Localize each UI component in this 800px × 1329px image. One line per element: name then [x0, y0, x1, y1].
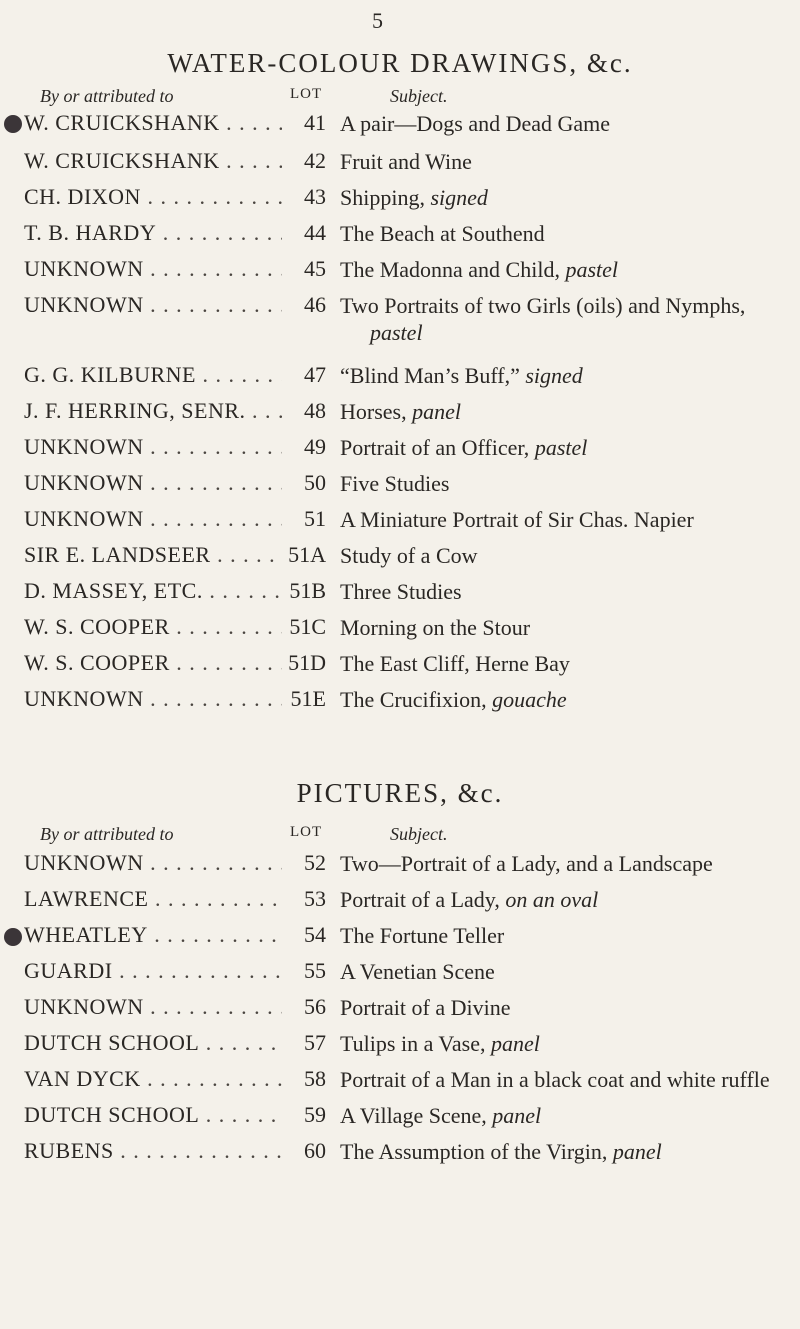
- subject-text: A pair—Dogs and Dead Game: [340, 111, 611, 136]
- subject-medium-note: on an oval: [505, 887, 599, 912]
- lot-row: [0, 886, 800, 920]
- subject-text: Three Studies: [340, 579, 462, 604]
- lot-number: 46: [304, 292, 326, 317]
- subject-medium-note: panel: [612, 1139, 662, 1164]
- lot-number: 42: [304, 148, 326, 173]
- lot-row: [0, 542, 800, 576]
- lot-subject: [340, 958, 790, 985]
- artist-name: SIR E. LANDSEER . . .: [24, 542, 282, 568]
- section-title-pictures: PICTURES, &c.: [296, 778, 504, 808]
- artist-name: UNKNOWN . . .: [24, 470, 282, 496]
- artist-name: W. CRUICKSHANK . . .: [24, 148, 282, 174]
- lot-row: [0, 958, 800, 992]
- header-subject: Subject.: [390, 824, 448, 844]
- lot-number: 58: [304, 1066, 326, 1091]
- subject-text: Horses,: [340, 399, 413, 424]
- subject-text: Portrait of an Officer,: [340, 435, 535, 460]
- artist-name: UNKNOWN . . .: [24, 434, 282, 460]
- lot-row: [0, 686, 800, 720]
- lot-row: [0, 922, 800, 956]
- artist-name: CH. DIXON . . .: [24, 184, 282, 210]
- artist-name: UNKNOWN . . .: [24, 850, 282, 876]
- lot-subject: [340, 1102, 790, 1129]
- lot-subject: [340, 362, 790, 389]
- lot-subject: [340, 470, 790, 497]
- lot-number: 51B: [289, 578, 326, 603]
- lot-number: 47: [304, 362, 326, 387]
- lot-number: 48: [304, 398, 326, 423]
- lot-row: [0, 220, 800, 254]
- artist-name: UNKNOWN . . .: [24, 994, 282, 1020]
- subject-text: Portrait of a Lady,: [340, 887, 506, 912]
- artist-name: W. S. COOPER . . .: [24, 614, 282, 640]
- lot-number: 50: [304, 470, 326, 495]
- subject-medium-note: pastel: [534, 435, 588, 460]
- lot-subject: [340, 614, 790, 641]
- lot-subject: [340, 1066, 790, 1093]
- lot-subject: [340, 994, 790, 1021]
- subject-medium-note: panel: [492, 1103, 542, 1128]
- lot-number: 60: [304, 1138, 326, 1163]
- header-lot: LOT: [290, 86, 323, 102]
- lot-number: 51C: [289, 614, 326, 639]
- subject-text: Two Portraits of two Girls (oils) and Nymphs,: [340, 293, 746, 318]
- lot-subject: [340, 506, 790, 533]
- lot-subject: [340, 1030, 790, 1057]
- lot-row: [0, 614, 800, 648]
- lot-subject: [340, 922, 790, 949]
- artist-name: J. F. HERRING, SENR. . . .: [24, 398, 282, 424]
- subject-text: The Fortune Teller: [340, 923, 505, 948]
- subject-text: Portrait of a Man in a black coat and white ruffle: [340, 1067, 770, 1092]
- lot-subject: [340, 256, 790, 283]
- artist-name: UNKNOWN . . .: [24, 506, 282, 532]
- header-artist: By or attributed to: [40, 824, 174, 844]
- artist-name: UNKNOWN . . .: [24, 686, 282, 712]
- lot-row: [0, 292, 800, 345]
- artist-name: G. G. KILBURNE . . .: [24, 362, 282, 388]
- lot-subject: [340, 850, 790, 877]
- subject-text: A Miniature Portrait of Sir Chas. Napier: [340, 507, 694, 532]
- lot-subject: [340, 1138, 790, 1165]
- lot-row: [0, 994, 800, 1028]
- lot-subject: [340, 686, 790, 713]
- artist-name: W. S. COOPER . . .: [24, 650, 282, 676]
- lot-number: 45: [304, 256, 326, 281]
- lot-row: [0, 148, 800, 182]
- subject-text: A Venetian Scene: [340, 959, 495, 984]
- subject-text: Morning on the Stour: [340, 615, 531, 640]
- lot-row: [0, 1030, 800, 1064]
- artist-name: D. MASSEY, ETC. . . .: [24, 578, 282, 604]
- subject-text: Tulips in a Vase,: [340, 1031, 491, 1056]
- artist-name: LAWRENCE . . .: [24, 886, 282, 912]
- lot-subject: [340, 886, 790, 913]
- header-subject: Subject.: [390, 86, 448, 106]
- subject-text: “Blind Man’s Buff,”: [340, 363, 526, 388]
- lot-subject: [340, 292, 790, 346]
- artist-name: WHEATLEY . . .: [24, 922, 282, 948]
- subject-text: Fruit and Wine: [340, 149, 472, 174]
- lot-number: 52: [304, 850, 326, 875]
- header-artist: By or attributed to: [40, 86, 174, 106]
- lot-subject: [340, 184, 790, 211]
- lot-number: 51D: [288, 650, 326, 675]
- artist-name: W. CRUICKSHANK . . .: [24, 110, 282, 136]
- lot-row: [0, 578, 800, 612]
- subject-text: Two—Portrait of a Lady, and a Landscape: [340, 851, 713, 876]
- lot-subject: [340, 578, 790, 605]
- subject-text: Five Studies: [340, 471, 450, 496]
- subject-text: The Assumption of the Virgin,: [340, 1139, 613, 1164]
- lot-subject: [340, 110, 790, 137]
- lot-row: [0, 1102, 800, 1136]
- lot-subject: [340, 542, 790, 569]
- lot-number: 53: [304, 886, 326, 911]
- lot-subject: [340, 434, 790, 461]
- subject-text: The East Cliff, Herne Bay: [340, 651, 570, 676]
- lot-number: 41: [304, 110, 326, 135]
- artist-name: UNKNOWN . . .: [24, 256, 282, 282]
- lot-row: [0, 470, 800, 504]
- artist-name: VAN DYCK . . .: [24, 1066, 282, 1092]
- lot-number: 59: [304, 1102, 326, 1127]
- lot-row: [0, 398, 800, 432]
- subject-medium-note: signed: [430, 185, 488, 210]
- subject-medium-note: panel: [412, 399, 461, 424]
- lot-row: [0, 506, 800, 540]
- subject-text: Study of a Cow: [340, 543, 478, 568]
- section-title-watercolours: WATER-COLOUR DRAWINGS, &c.: [167, 48, 633, 78]
- lot-subject: [340, 650, 790, 677]
- subject-medium-note: gouache: [492, 687, 567, 712]
- lot-number: 51: [304, 506, 326, 531]
- lot-row: [0, 362, 800, 396]
- lot-subject: [340, 220, 790, 247]
- lot-subject: [340, 398, 790, 425]
- lot-row: [0, 434, 800, 468]
- lot-row: [0, 110, 800, 144]
- lot-row: [0, 256, 800, 290]
- artist-name: UNKNOWN . . .: [24, 292, 282, 318]
- subject-text: Shipping,: [340, 185, 431, 210]
- lot-number: 54: [304, 922, 326, 947]
- artist-name: DUTCH SCHOOL . . .: [24, 1102, 282, 1128]
- subject-medium-note: signed: [525, 363, 583, 388]
- subject-text: The Crucifixion,: [340, 687, 493, 712]
- lot-number: 49: [304, 434, 326, 459]
- header-lot: LOT: [290, 824, 323, 840]
- lot-row: [0, 1138, 800, 1172]
- page-number: 5: [372, 8, 383, 33]
- subject-text: A Village Scene,: [340, 1103, 493, 1128]
- artist-name: GUARDI . . .: [24, 958, 282, 984]
- lot-row: [0, 184, 800, 218]
- lot-number: 55: [304, 958, 326, 983]
- lot-number: 43: [304, 184, 326, 209]
- subject-medium-note: panel: [490, 1031, 540, 1056]
- subject-text: The Beach at Southend: [340, 221, 545, 246]
- artist-name: DUTCH SCHOOL . . .: [24, 1030, 282, 1056]
- lot-row: [0, 850, 800, 884]
- subject-medium-note: pastel: [370, 320, 423, 345]
- lot-subject: [340, 148, 790, 175]
- lot-number: 56: [304, 994, 326, 1019]
- lot-number: 44: [304, 220, 326, 245]
- subject-text: Portrait of a Divine: [340, 995, 511, 1020]
- subject-medium-note: pastel: [565, 257, 619, 282]
- lot-row: [0, 1066, 800, 1100]
- subject-text: The Madonna and Child,: [340, 257, 566, 282]
- lot-row: [0, 650, 800, 684]
- lot-number: 51A: [288, 542, 326, 567]
- lot-number: 51E: [290, 686, 326, 711]
- artist-name: T. B. HARDY . . .: [24, 220, 282, 246]
- artist-name: RUBENS . . .: [24, 1138, 282, 1164]
- lot-number: 57: [304, 1030, 326, 1055]
